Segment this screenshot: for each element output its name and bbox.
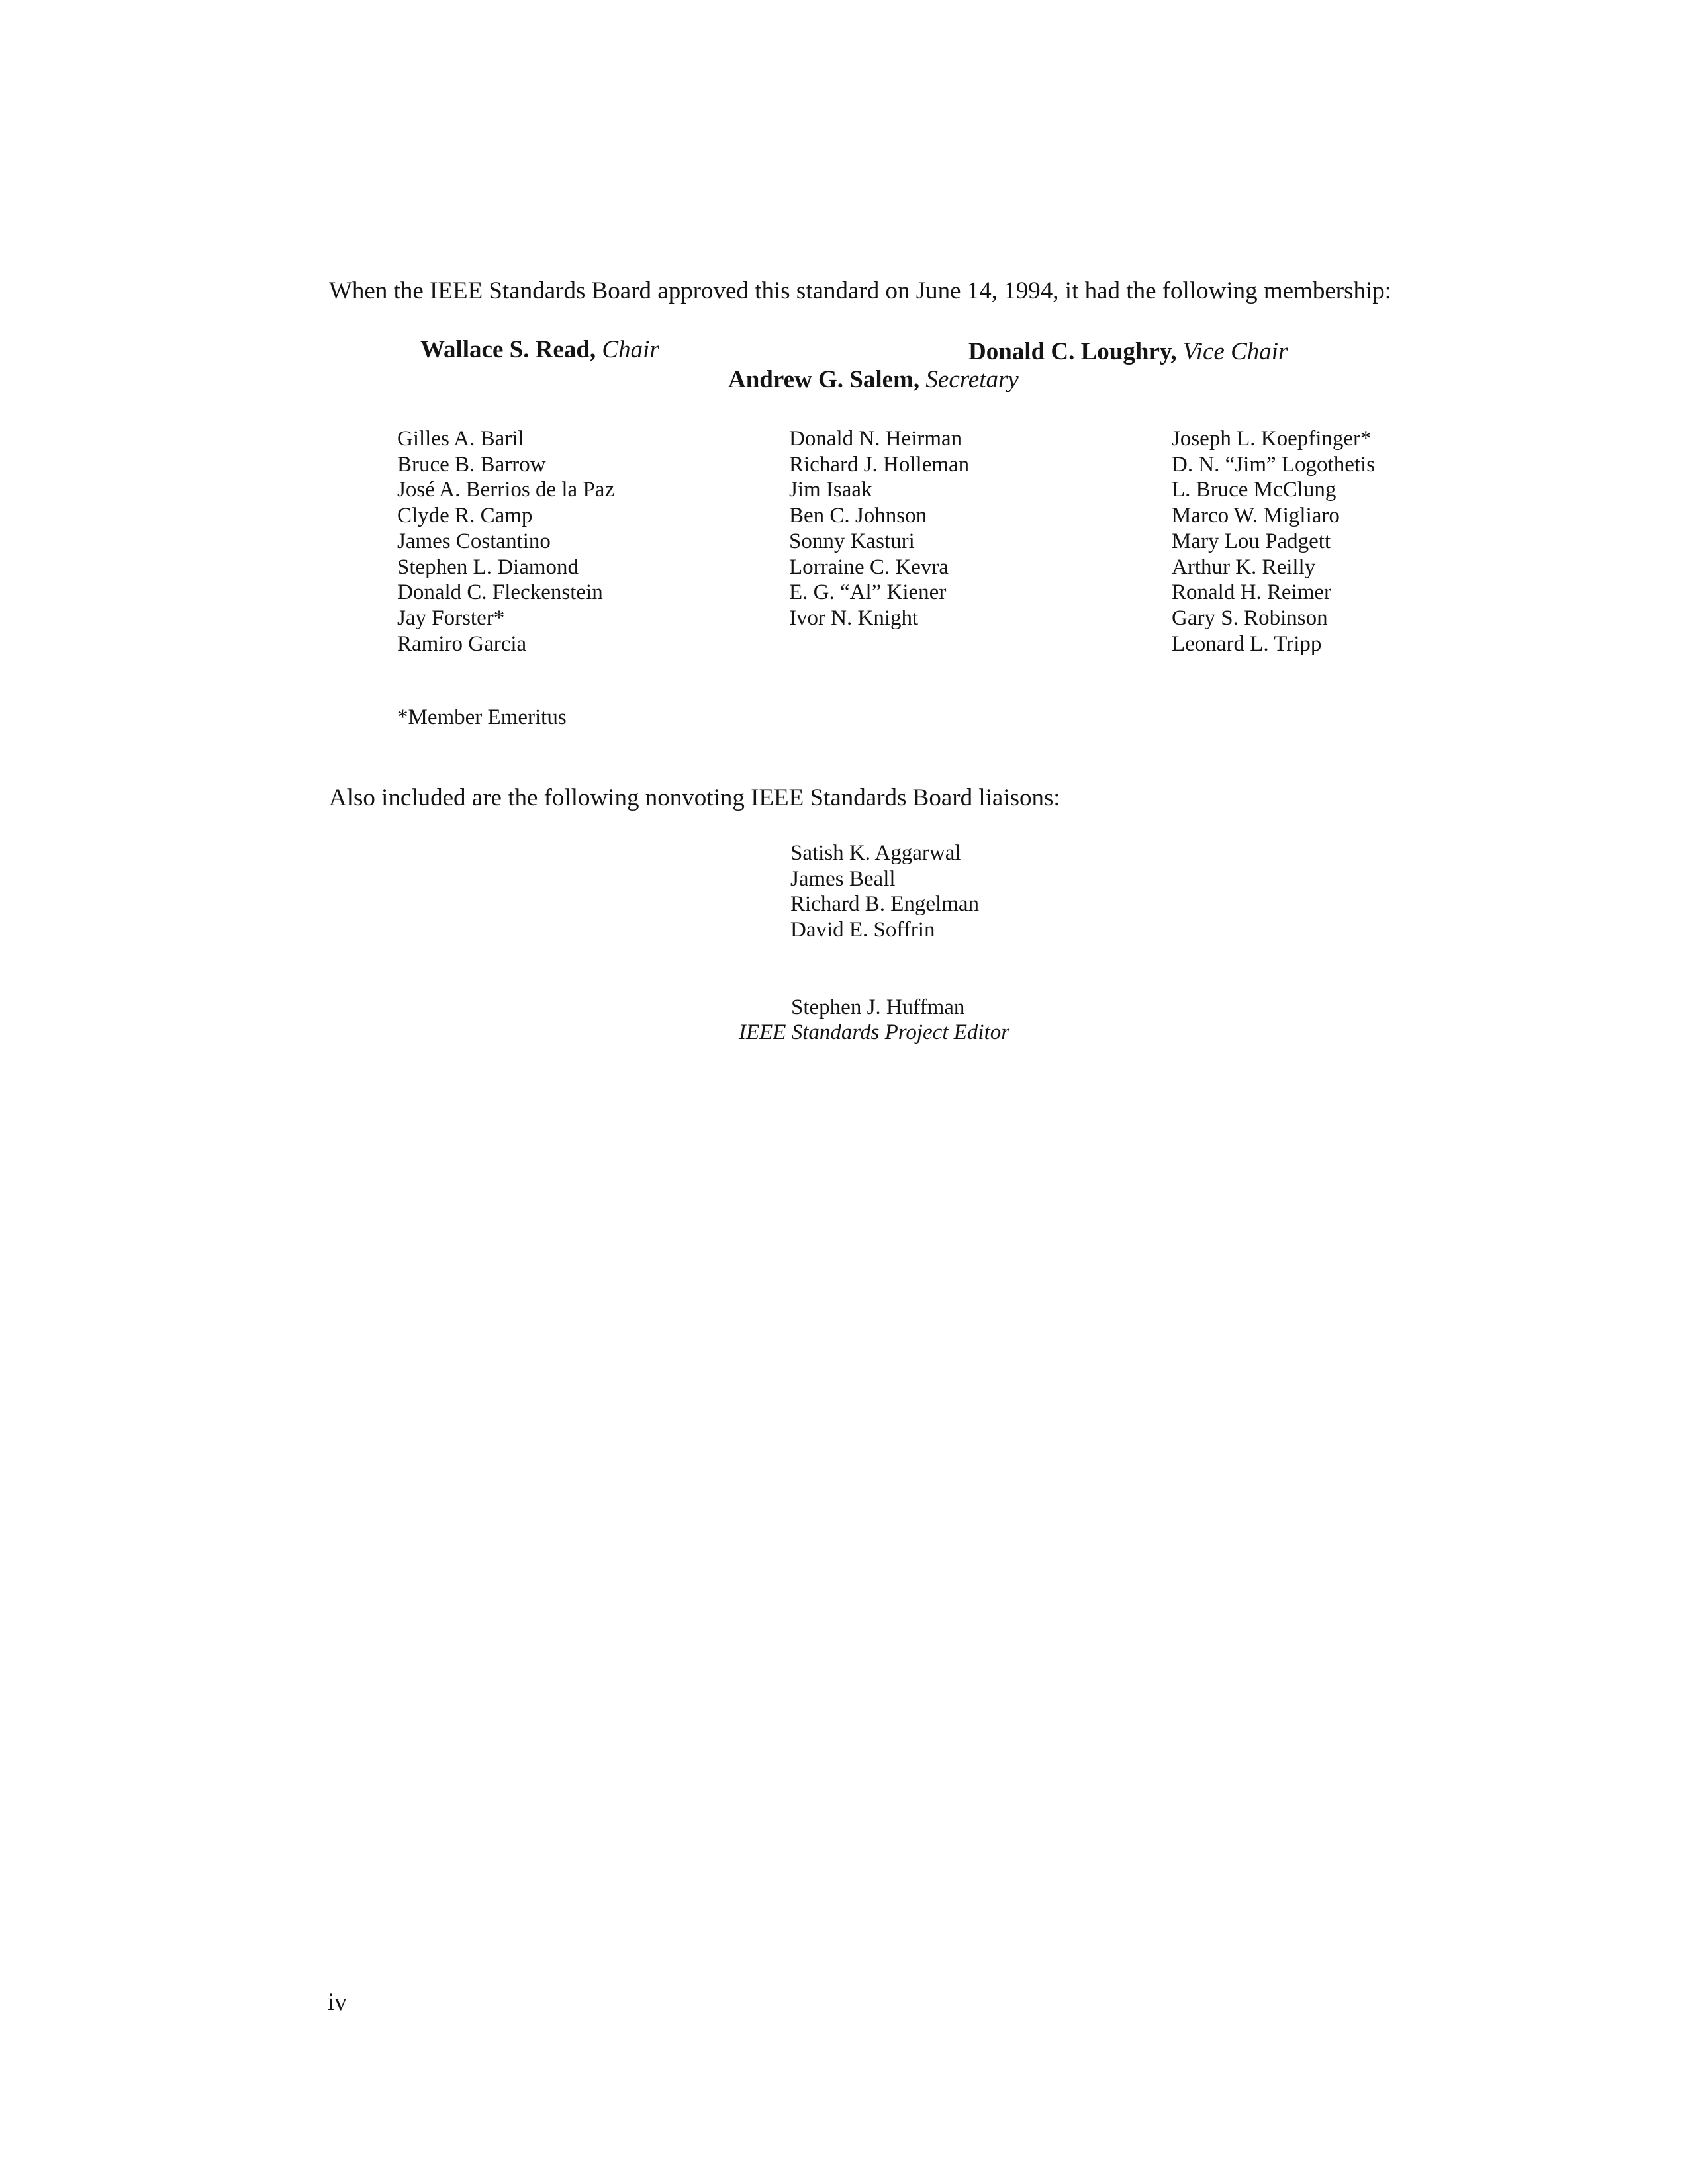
officer-chair (420, 335, 659, 365)
member-name: L. Bruce McClung (1172, 478, 1336, 502)
member-name: Gary S. Robinson (1172, 606, 1328, 630)
secretary-role: Secretary (925, 366, 1019, 393)
liaison-name: James Beall (790, 866, 896, 891)
member-name: James Costantino (397, 529, 551, 553)
member-name: Ronald H. Reimer (1172, 580, 1332, 605)
members-column-3 (1172, 426, 1375, 657)
chair-role: Chair (602, 336, 659, 363)
liaison-name: David E. Soffrin (790, 918, 935, 942)
member-name: Marco W. Migliaro (1172, 504, 1340, 528)
vice-chair-name: Donald C. Loughry, (968, 338, 1177, 365)
member-name: Donald C. Fleckenstein (397, 580, 603, 605)
member-name: Clyde R. Camp (397, 504, 533, 528)
member-name: Jay Forster* (397, 606, 505, 630)
chair-name: Wallace S. Read, (420, 336, 596, 363)
membership-intro: When the IEEE Standards Board approved this standard on June 14, 1994, it had the following membership: (329, 277, 1392, 304)
member-name: Bruce B. Barrow (397, 452, 546, 477)
officer-vice-chair (968, 337, 1288, 367)
member-name: Richard J. Holleman (789, 452, 970, 477)
member-emeritus-footnote: *Member Emeritus (397, 705, 567, 729)
member-name: Gilles A. Baril (397, 427, 524, 451)
project-editor-role: IEEE Standards Project Editor (739, 1021, 1010, 1044)
members-column-2 (789, 426, 969, 631)
member-name: Ivor N. Knight (789, 606, 919, 630)
member-name: Mary Lou Padgett (1172, 529, 1331, 553)
member-name: E. G. “Al” Kiener (789, 580, 947, 605)
officer-secretary (728, 365, 1019, 395)
page-number: iv (328, 1989, 347, 2016)
member-name: D. N. “Jim” Logothetis (1172, 452, 1376, 477)
member-name: Leonard L. Tripp (1172, 631, 1322, 656)
member-name: José A. Berrios de la Paz (397, 478, 615, 502)
member-name: Jim Isaak (789, 478, 872, 502)
liaison-name: Richard B. Engelman (790, 892, 980, 917)
member-name: Lorraine C. Kevra (789, 555, 949, 579)
liaisons-intro: Also included are the following nonvoting IEEE Standards Board liaisons: (329, 784, 1060, 811)
member-name: Stephen L. Diamond (397, 555, 579, 579)
secretary-name: Andrew G. Salem, (728, 366, 920, 393)
member-name: Ben C. Johnson (789, 504, 927, 528)
project-editor-name: Stephen J. Huffman (791, 995, 965, 1019)
member-name: Donald N. Heirman (789, 427, 962, 451)
liaisons-list (790, 841, 979, 943)
members-column-1 (397, 426, 614, 657)
member-name: Sonny Kasturi (789, 529, 915, 553)
member-name: Ramiro Garcia (397, 631, 527, 656)
vice-chair-role: Vice Chair (1182, 338, 1288, 365)
member-name: Joseph L. Koepfinger* (1172, 427, 1372, 451)
member-name: Arthur K. Reilly (1172, 555, 1316, 579)
liaison-name: Satish K. Aggarwal (790, 841, 961, 865)
